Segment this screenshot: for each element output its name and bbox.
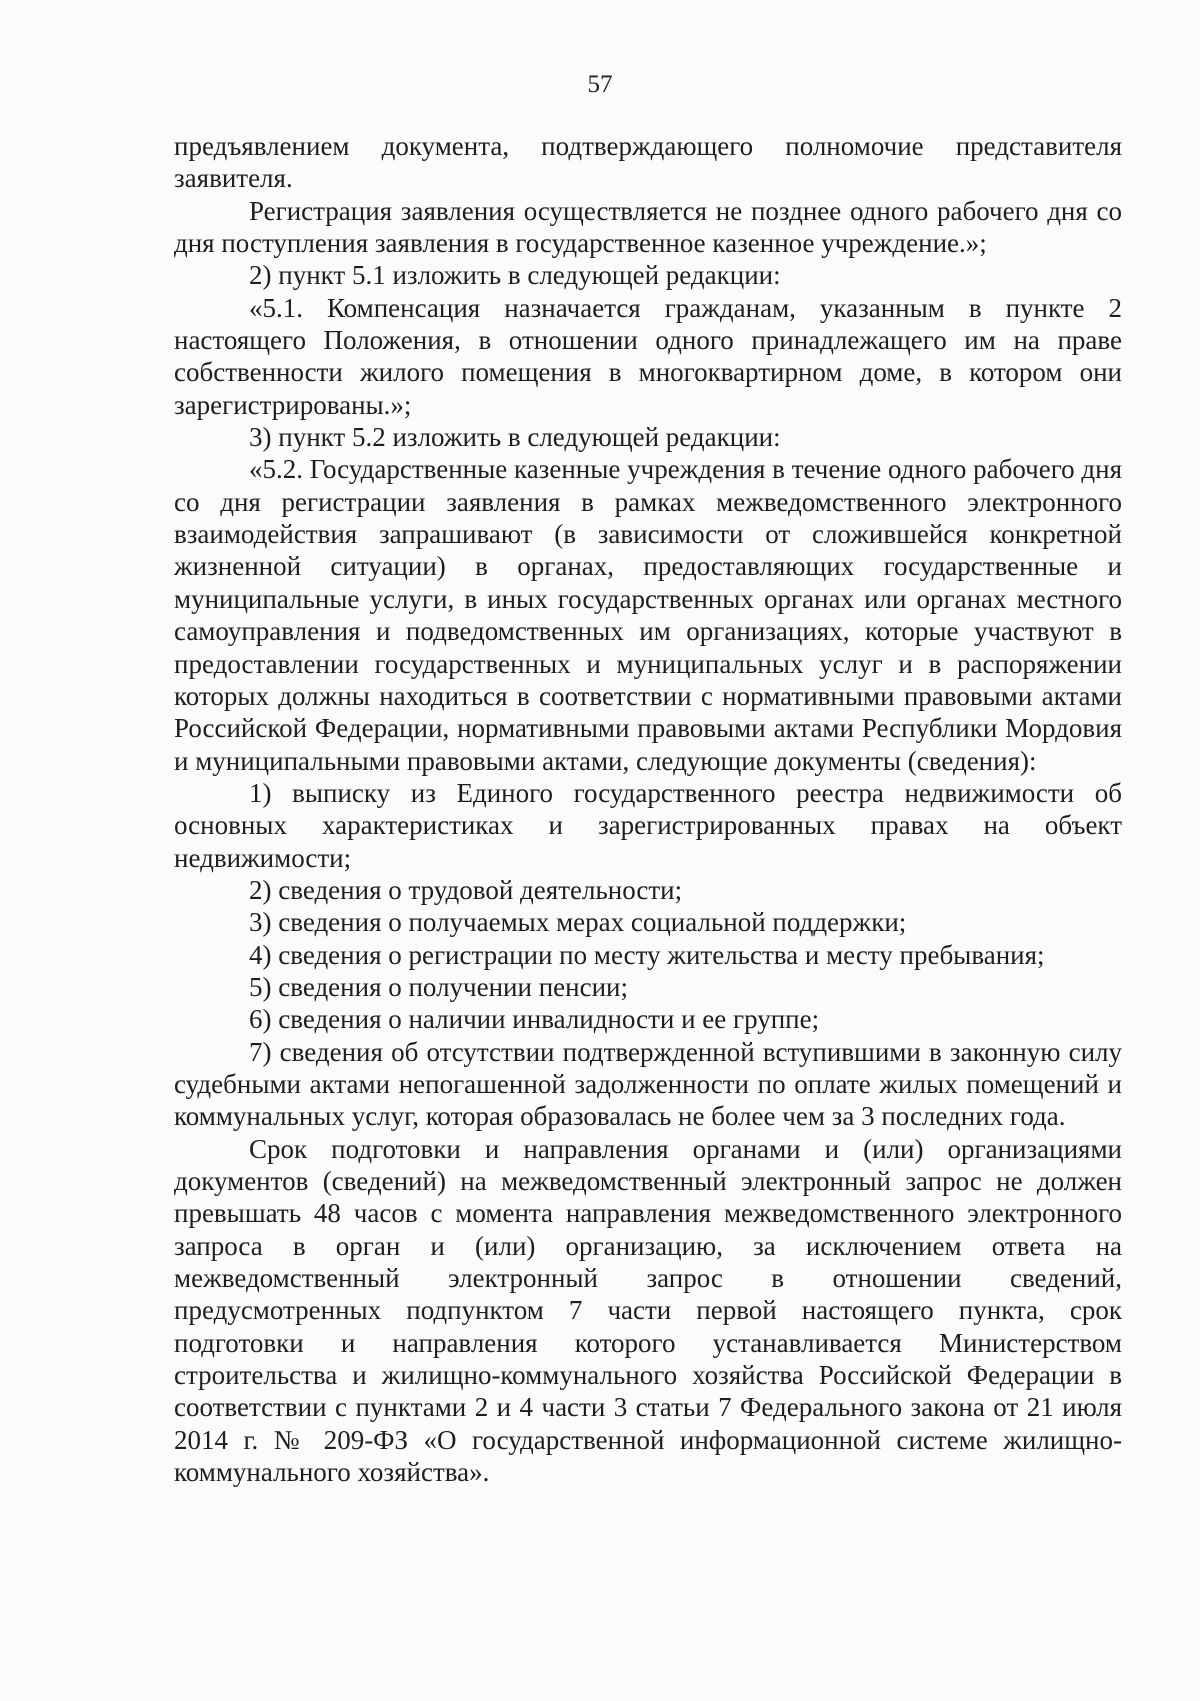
list-item-1: 1) выписку из Единого государственного реестра недвижимости об основных характеристиках и зарегистрированных правах на объект недвижимости; (174, 777, 1122, 873)
list-item-3: 3) сведения о получаемых мерах социальной поддержки; (249, 907, 907, 938)
paragraph-response-deadline: Срок подготовки и направления органами и (или) организациями документов (сведений) на межведомственный электронный запрос не должен превышать 48 часов с момента направления межведомственного электронного запроса в орган и (или) организацию, за исключением ответа на межведомственный электронный запрос в отношении сведений, предусмотренных подпунктом 7 части первой настоящего пункта, срок подготовки и направления которого устанавливается Министерством строительства и жилищно-коммунального хозяйства Российской Федерации в соответствии с пунктами 2 и 4 части 3 статьи 7 Федерального закона от 21 июля 2014 г. № 209-ФЗ «О государственной информационной системе жилищно-коммунального хозяйства». (174, 1133, 1122, 1488)
list-item-7: 7) сведения об отсутствии подтвержденной вступившими в законную силу судебными актами непогашенной задолженности по оплате жилых помещений и коммунальных услуг, которая образовалась не более чем за 3 последних года. (174, 1036, 1122, 1132)
document-body (174, 130, 1122, 1488)
list-item-6: 6) сведения о наличии инвалидности и ее группе; (249, 1004, 820, 1035)
page-number: 57 (587, 71, 613, 98)
list-item-5: 5) сведения о получении пенсии; (249, 971, 628, 1002)
paragraph-amendment-5-1-intro: 2) пункт 5.1 изложить в следующей редакции: (249, 260, 781, 291)
paragraph-amendment-5-2-intro: 3) пункт 5.2 изложить в следующей редакции: (249, 422, 781, 453)
list-item-4: 4) сведения о регистрации по месту жительства и месту пребывания; (249, 939, 1045, 970)
paragraph-clause-5-2: «5.2. Государственные казенные учреждения в течение одного рабочего дня со дня регистрации заявления в рамках межведомственного электронного взаимодействия запрашивают (в зависимости от сложившейся конкретной жизненной ситуации) в органах, предоставляющих государственные и муниципальные услуги, в иных государственных органах или органах местного самоуправления и подведомственных им организациях, которые участвуют в предоставлении государственных и муниципальных услуг и в распоряжении которых должны находиться в соответствии с нормативными правовыми актами Российской Федерации, нормативными правовыми актами Республики Мордовия и муниципальными правовыми актами, следующие документы (сведения): (174, 454, 1122, 776)
paragraph-registration-deadline: Регистрация заявления осуществляется не позднее одного рабочего дня со дня поступления заявления в государственное казенное учреждение.»; (174, 195, 1122, 259)
paragraph-continuation: предъявлением документа, подтверждающего полномочие представителя заявителя. (174, 131, 1122, 194)
paragraph-clause-5-1: «5.1. Компенсация назначается гражданам, указанным в пункте 2 настоящего Положения, в отношении одного принадлежащего им на праве собственности жилого помещения в многоквартирном доме, в котором они зарегистрированы.»; (174, 292, 1122, 420)
list-item-2: 2) сведения о трудовой деятельности; (249, 874, 683, 905)
